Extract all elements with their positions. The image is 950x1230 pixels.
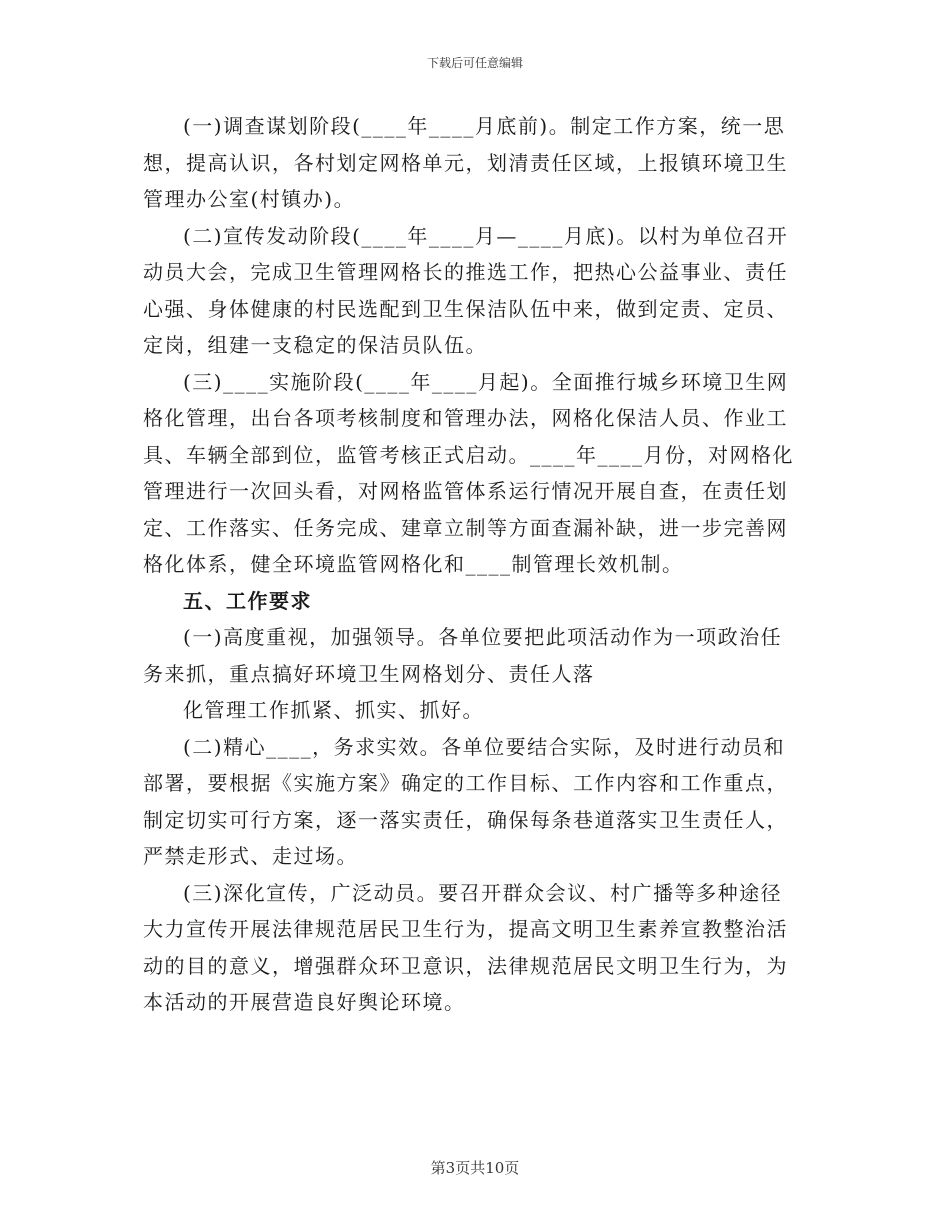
- text-line: 部署，要根据《实施方案》确定的工作目标、工作内容和工作重点，: [143, 771, 788, 795]
- text-line: (三)____实施阶段(____年____月起)。全面推行城乡环境卫生网: [183, 369, 789, 394]
- text-line: (二)精心____，务求实效。各单位要结合实际，及时进行动员和: [183, 734, 786, 759]
- text-line: 格化体系，健全环境监管网格化和____制管理长效机制。: [143, 552, 684, 576]
- text-line: (一)调查谋划阶段(____年____月底前)。制定工作方案，统一思: [183, 114, 786, 138]
- text-line: (三)深化宣传，广泛动员。要召开群众会议、村广播等多种途径: [183, 880, 783, 905]
- text-line: 定、工作落实、任务完成、建章立制等方面查漏补缺，进一步完善网: [143, 515, 788, 540]
- page-footer: 第3页共10页: [430, 1159, 520, 1177]
- text-line: 动员大会，完成卫生管理网格长的推选工作，把热心公益事业、责任: [143, 260, 788, 284]
- page-header: 下载后可任意编辑: [426, 56, 523, 70]
- text-line: 具、车辆全部到位，监管考核正式启动。____年____月份，对网格化: [143, 442, 794, 467]
- text-line: 想，提高认识，各村划定网格单元，划清责任区域，上报镇环境卫生: [143, 150, 788, 175]
- text-line: 管理办公室(村镇办)。: [143, 187, 356, 211]
- text-line: 心强、身体健康的村民选配到卫生保洁队伍中来，做到定责、定员、: [143, 296, 788, 321]
- text-line: 制定切实可行方案，逐一落实责任，确保每条巷道落实卫生责任人，: [143, 807, 788, 832]
- document-body: [143, 108, 803, 1021]
- text-line: 管理进行一次回头看，对网格监管体系运行情况开展自查，在责任划: [143, 479, 788, 503]
- text-line: 动的目的意义，增强群众环卫意识，法律规范居民文明卫生行为，为: [143, 953, 788, 978]
- text-line: (一)高度重视，加强领导。各单位要把此项活动作为一项政治任: [183, 625, 783, 649]
- text-line: 本活动的开展营造良好舆论环境。: [143, 990, 466, 1014]
- text-line: 大力宣传开展法律规范居民卫生行为，提高文明卫生素养宣教整治活: [143, 917, 788, 941]
- text-line: (二)宣传发动阶段(____年____月—____月底)。以村为单位召开: [183, 223, 789, 248]
- text-line: 严禁走形式、走过场。: [143, 844, 358, 868]
- text-line: 格化管理，出台各项考核制度和管理办法，网格化保洁人员、作业工: [143, 406, 788, 430]
- text-line: 化管理工作抓紧、抓实、抓好。: [183, 698, 484, 722]
- text-line: 定岗，组建一支稳定的保洁员队伍。: [143, 333, 487, 357]
- section-heading: 五、工作要求: [183, 588, 312, 613]
- text-line: 务来抓，重点搞好环境卫生网格划分、责任人落: [143, 661, 595, 686]
